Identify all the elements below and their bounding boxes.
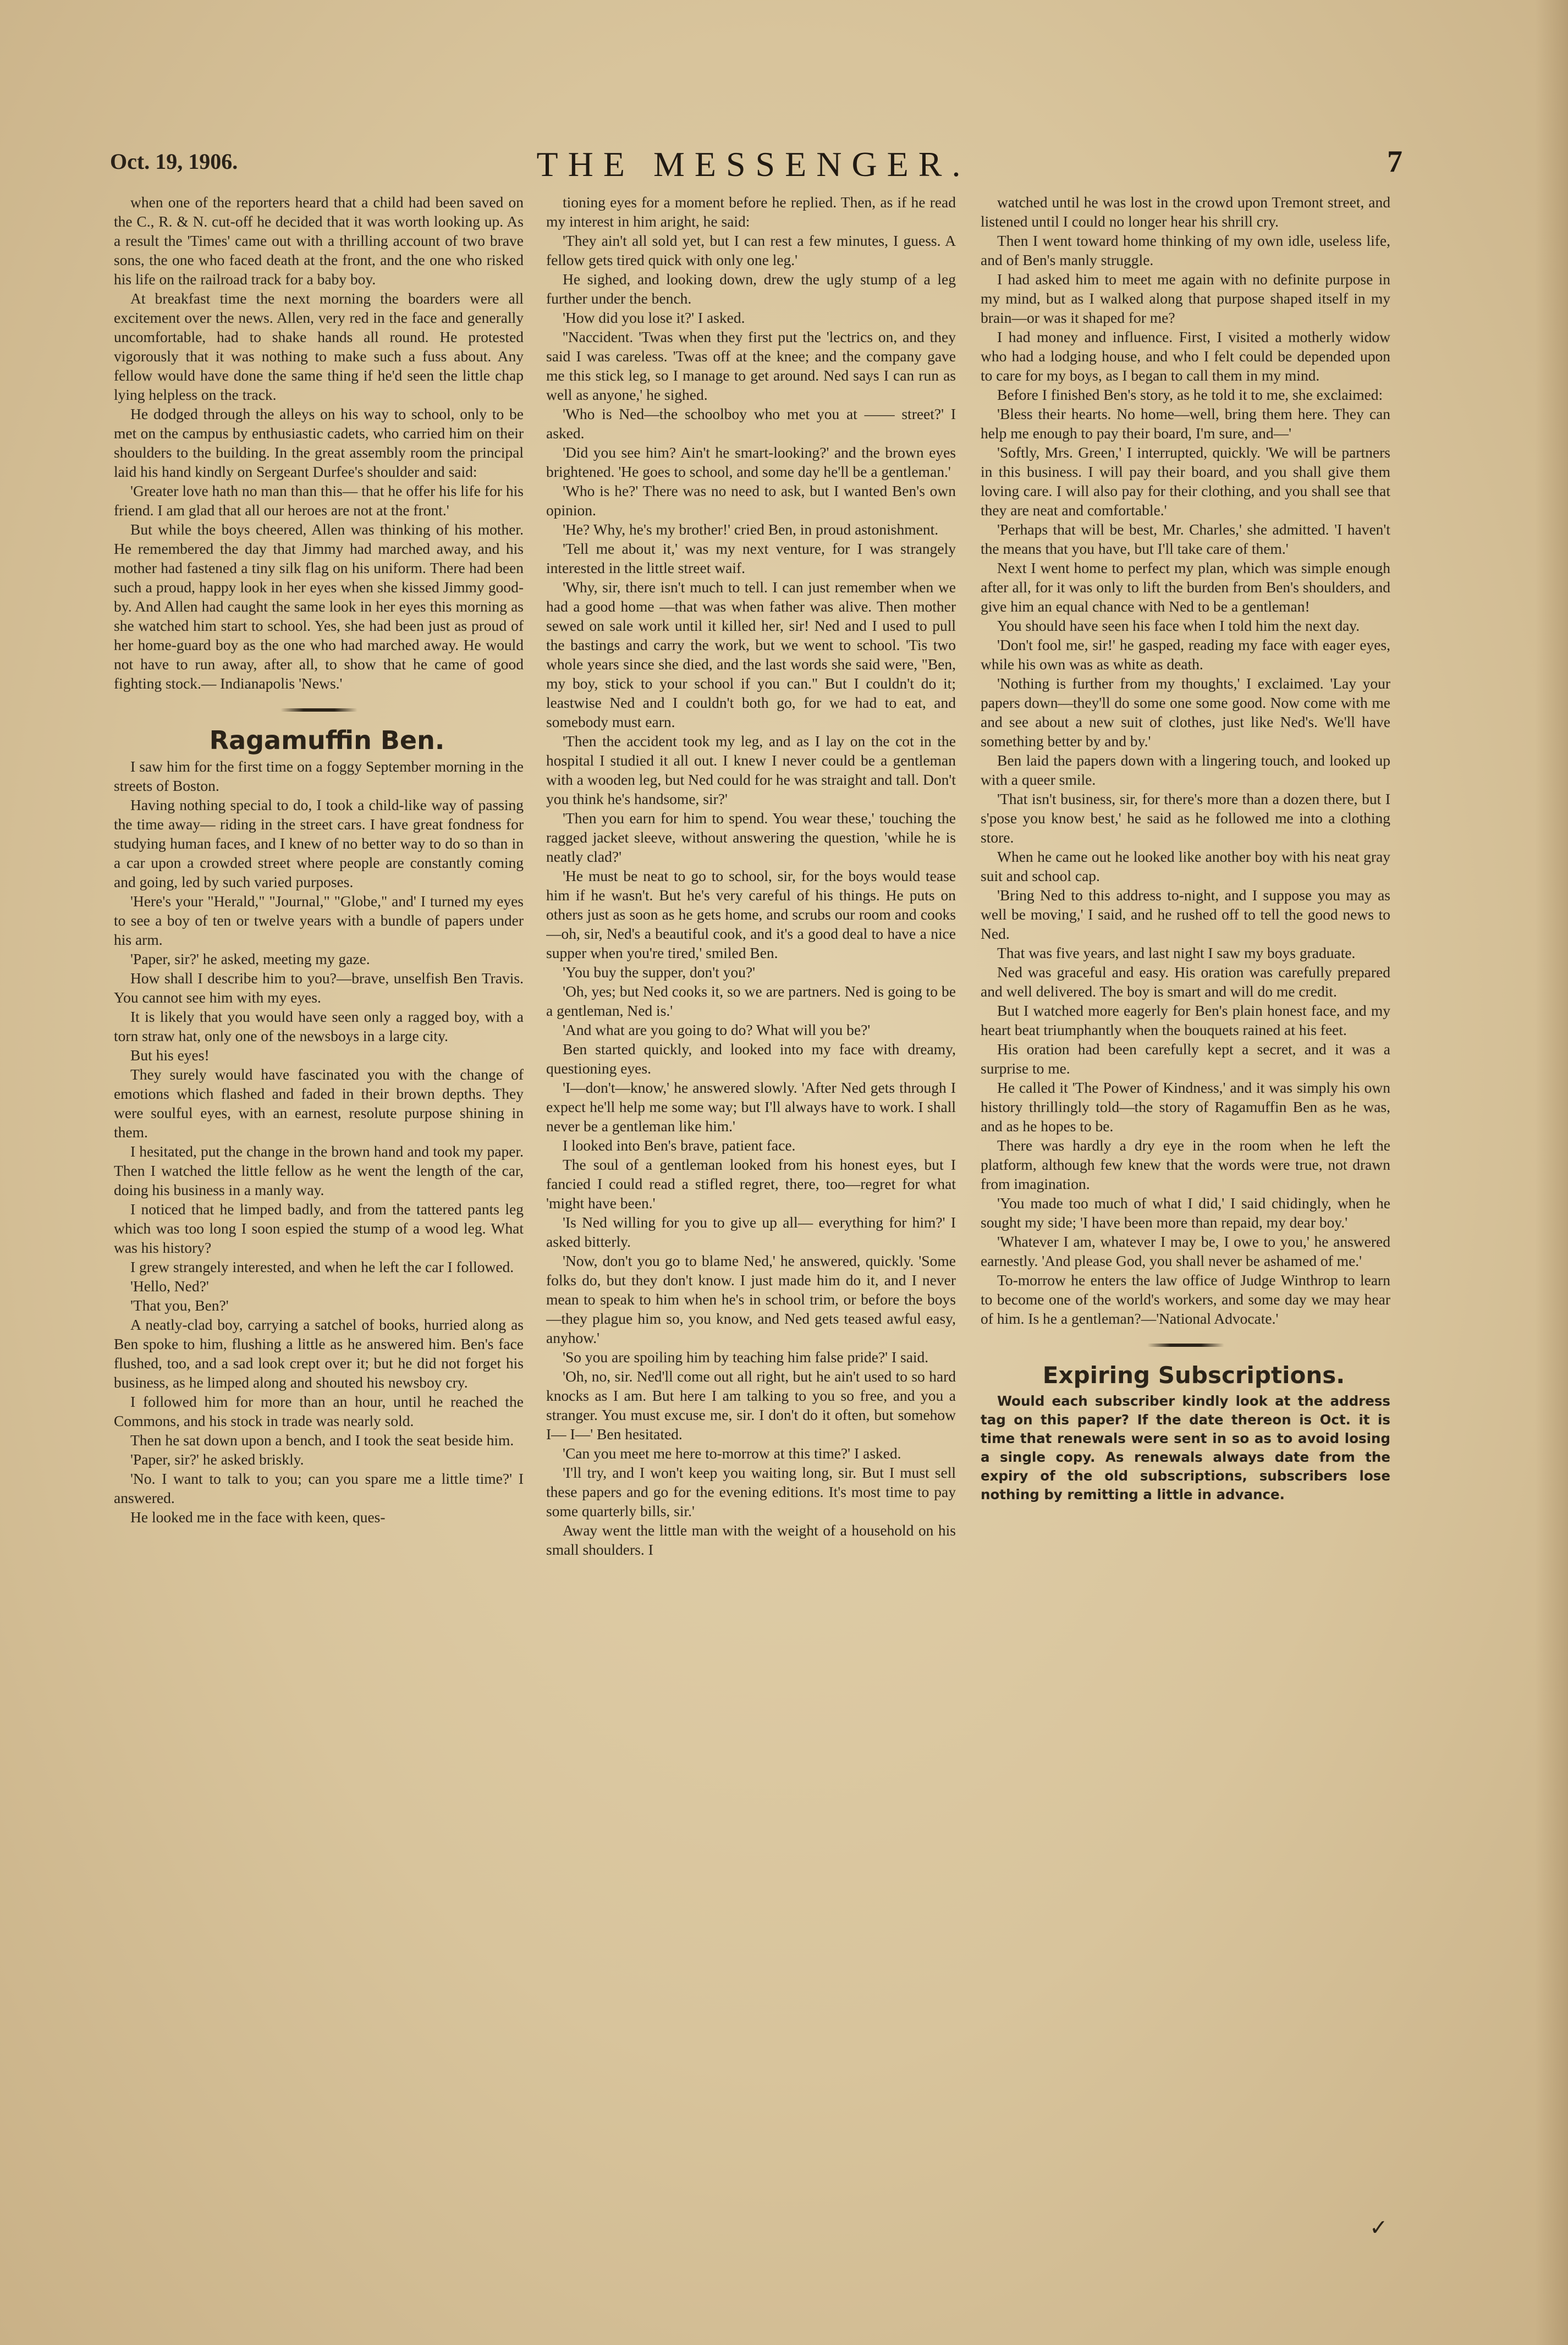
paragraph: 'Perhaps that will be best, Mr. Charles,' she admitted. 'I haven't the means that you have, but I'll take care of them.' <box>981 521 1390 557</box>
paragraph: Then he sat down upon a bench, and I took the seat beside him. <box>130 1432 514 1449</box>
paragraph: 'Paper, sir?' he asked, meeting my gaze. <box>130 950 370 967</box>
paragraph: 'How did you lose it?' I asked. <box>563 309 745 326</box>
page-header <box>110 144 1402 188</box>
article-heading-ragamuffin-ben: Ragamuffin Ben. <box>209 725 445 755</box>
paragraph: 'He must be neat to go to school, sir, for the boys would tease him if he wasn't. But he's very careful of his things. He puts on others just as soon as he gets home, and scrubs our room and cooks—oh, sir, Ned's a beautiful cook, and it's a good deal to have a nice supper when you're tired,' smiled Ben. <box>546 867 956 961</box>
paragraph: But while the boys cheered, Allen was thinking of his mother. He remembered the day that Jimmy had marched away, and his mother had fastened a tiny silk flag on his uniform. There had been such a proud, happy look in her eyes when she kissed Jimmy good-by. And Allen had caught the same look in her eyes this morning as she watched him start to school. Yes, she had been just as proud of her home-guard boy as the one who had marched away. He would not have to run away, after all, to show that he came of good fighting stock.— Indianapolis 'News.' <box>114 521 524 692</box>
paragraph: 'They ain't all sold yet, but I can rest a few minutes, I guess. A fellow gets tired quick with only one leg.' <box>546 232 956 268</box>
paragraph: Ben laid the papers down with a lingering touch, and looked up with a queer smile. <box>981 752 1390 788</box>
paragraph: 'Why, sir, there isn't much to tell. I can just remember when we had a good home —that was when father was alive. Then mother sewed on sale work until it killed her, sir! Ned and I used to pull the bastings and carry the work, but we went to school. 'Tis two whole years since she died, and the last words she said were, "Ben, my boy, stick to your school if you can." But I couldn't do it; leastwise Ned and I couldn't both go, for we had to eat, and somebody must earn. <box>546 579 956 730</box>
paragraph: 'Nothing is further from my thoughts,' I exclaimed. 'Lay your papers down—they'll do some one some good. Now come with me and see about a new suit of clothes, just like Ned's. We'll have something better by and by.' <box>981 675 1390 750</box>
paragraph: He dodged through the alleys on his way to school, only to be met on the campus by enthusiastic cadets, who carried him on their shoulders to the building. In the great assembly room the principal laid his hand kindly on Sergeant Durfee's shoulder and said: <box>114 405 524 480</box>
paragraph: His oration had been carefully kept a secret, and it was a surprise to me. <box>981 1041 1390 1077</box>
paragraph: 'Oh, yes; but Ned cooks it, so we are partners. Ned is going to be a gentleman, Ned is.' <box>546 983 956 1019</box>
paragraph: The soul of a gentleman looked from his honest eyes, but I fancied I could read a stifled regret, there, too—regret for what 'might have been.' <box>546 1156 956 1212</box>
paragraph: 'You made too much of what I did,' I said chidingly, when he sought my side; 'I have been more than repaid, my dear boy.' <box>981 1194 1390 1231</box>
paragraph: He called it 'The Power of Kindness,' and it was simply his own history thrillingly told—the story of Ragamuffin Ben as he was, and as he hopes to be. <box>981 1079 1390 1135</box>
paragraph: I followed him for more than an hour, until he reached the Commons, and his stock in trade was nearly sold. <box>114 1393 524 1429</box>
paragraph: when one of the reporters heard that a child had been saved on the C., R. & N. cut-off he decided that it was worth looking up. As a result the 'Times' came out with a thrilling account of two brave sons, the one who faced death at the front, and the one who risked his life on the railroad track for a baby boy. <box>114 194 524 288</box>
paragraph: There was hardly a dry eye in the room when he left the platform, although few knew that the words were true, not drawn from imagination. <box>981 1137 1390 1192</box>
paragraph: 'Bring Ned to this address to-night, and I suppose you may as well be moving,' I said, and he rushed off to tell the good news to Ned. <box>981 887 1390 942</box>
paragraph: 'No. I want to talk to you; can you spare me a little time?' I answered. <box>114 1470 524 1506</box>
previous-story-ending <box>114 192 524 693</box>
paragraph: 'So you are spoiling him by teaching him false pride?' I said. <box>563 1348 929 1366</box>
paragraph: 'You buy the supper, don't you?' <box>563 964 756 981</box>
newspaper-title: THE MESSENGER. <box>536 145 971 184</box>
paragraph: When he came out he looked like another boy with his neat gray suit and school cap. <box>981 848 1390 884</box>
paragraph: I had money and influence. First, I visited a motherly widow who had a lodging house, and who I felt could be depended upon to care for my boys, as I began to call them in my mind. <box>981 328 1390 384</box>
paragraph: They surely would have fascinated you with the change of emotions which flashed and faded in their brown depths. They were soulful eyes, with an earnest, resolute purpose shining in them. <box>114 1066 524 1141</box>
ragamuffin-ben-story-part-2 <box>546 192 956 1559</box>
paragraph: I noticed that he limped badly, and from the tattered pants leg which was too long I soon espied the stump of a wood leg. What was his history? <box>114 1201 524 1256</box>
paragraph: I saw him for the first time on a foggy September morning in the streets of Boston. <box>114 758 524 794</box>
paragraph: He looked me in the face with keen, ques- <box>130 1509 386 1526</box>
subscription-notice <box>981 1392 1390 1504</box>
paragraph: watched until he was lost in the crowd upon Tremont street, and listened until I could no longer hear his shrill cry. <box>981 194 1390 230</box>
paragraph: Then I went toward home thinking of my own idle, useless life, and of Ben's manly struggle. <box>981 232 1390 268</box>
paragraph: Before I finished Ben's story, as he told it to me, she exclaimed: <box>997 386 1383 403</box>
paragraph: 'He? Why, he's my brother!' cried Ben, in proud astonishment. <box>563 521 939 538</box>
paragraph: Having nothing special to do, I took a child-like way of passing the time away— riding in the street cars. I have great fondness for studying human faces, and I knew of no better way to do so than in a car upon a crowded street where people are constantly coming and going, led by such varied purposes. <box>114 796 524 890</box>
article-divider <box>280 708 357 712</box>
paragraph: Away went the little man with the weight of a household on his small shoulders. I <box>546 1522 956 1558</box>
paragraph: 'Bless their hearts. No home—well, bring them here. They can help me enough to pay their board, I'm sure, and—' <box>981 405 1390 442</box>
paragraph: To-morrow he enters the law office of Judge Winthrop to learn to become one of the world's workers, and some day we may hear of him. Is he a gentleman?—'National Advocate.' <box>981 1271 1390 1327</box>
paragraph: 'Here's your "Herald," "Journal," "Globe," and' I turned my eyes to see a boy of ten or twelve years with a bundle of papers under his arm. <box>114 893 524 948</box>
paragraph: 'That isn't business, sir, for there's more than a dozen there, but I s'pose you know best,' he said as he followed me into a clothing store. <box>981 790 1390 846</box>
paragraph: tioning eyes for a moment before he replied. Then, as if he read my interest in him aright, he said: <box>546 194 956 230</box>
paragraph: 'Did you see him? Ain't he smart-looking?' and the brown eyes brightened. 'He goes to school, and some day he'll be a gentleman.' <box>546 444 956 480</box>
paragraph: 'Whatever I am, whatever I may be, I owe to you,' he answered earnestly. 'And please God, you shall never be ashamed of me.' <box>981 1233 1390 1269</box>
pencil-mark: ✓ <box>1369 2215 1388 2241</box>
column-2 <box>546 192 956 2227</box>
column-1 <box>114 192 524 2227</box>
paragraph: I had asked him to meet me again with no definite purpose in my mind, but as I walked along that purpose shaped itself in my brain—or was it shaped for me? <box>981 271 1390 326</box>
paragraph: 'Tell me about it,' was my next venture, for I was strangely interested in the little street waif. <box>546 540 956 576</box>
issue-date: Oct. 19, 1906. <box>110 149 238 174</box>
paragraph: Ben started quickly, and looked into my face with dreamy, questioning eyes. <box>546 1041 956 1077</box>
paragraph: You should have seen his face when I told him the next day. <box>997 617 1360 634</box>
paragraph: But I watched more eagerly for Ben's plain honest face, and my heart beat triumphantly when the bouquets rained at his feet. <box>981 1002 1390 1038</box>
paragraph: 'Can you meet me here to-morrow at this time?' I asked. <box>563 1445 901 1462</box>
paragraph: ''Naccident. 'Twas when they first put the 'lectrics on, and they said I was careless. 'Twas off at the knee; and the company gave me this stick leg, so I manage to get around. Ned says I can run as well as anyone,' he sighed. <box>546 328 956 403</box>
paragraph: 'Who is Ned—the schoolboy who met you at —— street?' I asked. <box>546 405 956 442</box>
paragraph: A neatly-clad boy, carrying a satchel of books, hurried along as Ben spoke to him, flushing a little as he answered him. Ben's face flushed, too, and a sad look crept over it; but he did not forget his business, as he limped along and shouted his newsboy cry. <box>114 1316 524 1391</box>
paragraph: 'Then you earn for him to spend. You wear these,' touching the ragged jacket sleeve, without answering the question, 'while he is neatly clad?' <box>546 810 956 865</box>
paragraph: 'Now, don't you go to blame Ned,' he answered, quickly. 'Some folks do, but they don't know. I just made him do it, and I never mean to speak to him when he's in school trim, or before the boys—they plague him so, you know, and Ned gets teased awful easy, anyhow.' <box>546 1252 956 1346</box>
paragraph: 'Don't fool me, sir!' he gasped, reading my face with eager eyes, while his own was as white as death. <box>981 636 1390 673</box>
paragraph: 'Hello, Ned?' <box>130 1278 209 1295</box>
paragraph: But his eyes! <box>130 1047 210 1064</box>
ragamuffin-ben-story-part-1 <box>114 757 524 1527</box>
paragraph: I hesitated, put the change in the brown hand and took my paper. Then I watched the little fellow as he went the length of the car, doing his business in a manly way. <box>114 1143 524 1198</box>
paragraph: I looked into Ben's brave, patient face. <box>563 1137 796 1154</box>
paragraph: At breakfast time the next morning the boarders were all excitement over the news. Allen, very red in the face and generally uncomfortable, had to shake hands all round. He protested vigorously that it was nothing to make such a fuss about. Any fellow would have done the same thing if he'd seen the little chap lying helpless on the track. <box>114 290 524 403</box>
paragraph: 'Oh, no, sir. Ned'll come out all right, but he ain't used to so hard knocks as I am. But here I am talking to you so free, and you a stranger. You must excuse me, sir. I don't do it often, but somehow I— I—' Ben hesitated. <box>546 1368 956 1443</box>
ragamuffin-ben-story-part-3 <box>981 192 1390 1328</box>
page-number: 7 <box>1387 145 1402 179</box>
paragraph: It is likely that you would have seen only a ragged boy, with a torn straw hat, only one of the newsboys in a large city. <box>114 1008 524 1044</box>
paragraph: Next I went home to perfect my plan, which was simple enough after all, for it was only to lift the burden from Ben's shoulders, and give him an equal chance with Ned to be a gentleman! <box>981 559 1390 615</box>
paragraph: 'Greater love hath no man than this— that he offer his life for his friend. I am glad that all our heroes are not at the front.' <box>114 482 524 519</box>
paragraph: I grew strangely interested, and when he left the car I followed. <box>130 1258 514 1275</box>
article-divider <box>1147 1344 1224 1347</box>
article-heading-expiring-subscriptions: Expiring Subscriptions. <box>1042 1362 1345 1389</box>
paragraph: 'I—don't—know,' he answered slowly. 'After Ned gets through I expect he'll help me some way; but I'll always have to work. I shall never be a gentleman like him.' <box>546 1079 956 1135</box>
paragraph: 'Who is he?' There was no need to ask, but I wanted Ben's own opinion. <box>546 482 956 519</box>
paragraph: 'Softly, Mrs. Green,' I interrupted, quickly. 'We will be partners in this business. I will pay their board, and you shall give them loving care. I will also pay for their clothing, and you shall see that they are neat and comfortable.' <box>981 444 1390 519</box>
paragraph: 'And what are you going to do? What will you be?' <box>563 1021 871 1038</box>
paragraph: He sighed, and looking down, drew the ugly stump of a leg further under the bench. <box>546 271 956 307</box>
paragraph: 'That you, Ben?' <box>130 1297 229 1314</box>
notice-text: Would each subscriber kindly look at the address tag on this paper? If the date thereon is Oct. it is time that renewals were sent in so as to avoid losing a single copy. As renewals always date from the expiry of the old subscriptions, subscribers lose nothing by remitting a little in advance. <box>981 1393 1390 1502</box>
paragraph: That was five years, and last night I saw my boys graduate. <box>997 944 1356 961</box>
page-edge-shadow <box>1535 0 1568 2345</box>
paragraph: 'I'll try, and I won't keep you waiting long, sir. But I must sell these papers and go for the evening editions. It's most time to pay some quarterly bills, sir.' <box>546 1464 956 1520</box>
column-3 <box>981 192 1390 2227</box>
paragraph: 'Then the accident took my leg, and as I lay on the cot in the hospital I studied it all out. I knew I never could be a gentleman with a wooden leg, but Ned could for he was straight and tall. Don't you think he's handsome, sir?' <box>546 733 956 807</box>
paragraph: 'Is Ned willing for you to give up all— everything for him?' I asked bitterly. <box>546 1214 956 1250</box>
paragraph: How shall I describe him to you?—brave, unselfish Ben Travis. You cannot see him with my eyes. <box>114 970 524 1006</box>
paragraph: Ned was graceful and easy. His oration was carefully prepared and well delivered. The boy is smart and will do me credit. <box>981 964 1390 1000</box>
paragraph: 'Paper, sir?' he asked briskly. <box>130 1451 304 1468</box>
